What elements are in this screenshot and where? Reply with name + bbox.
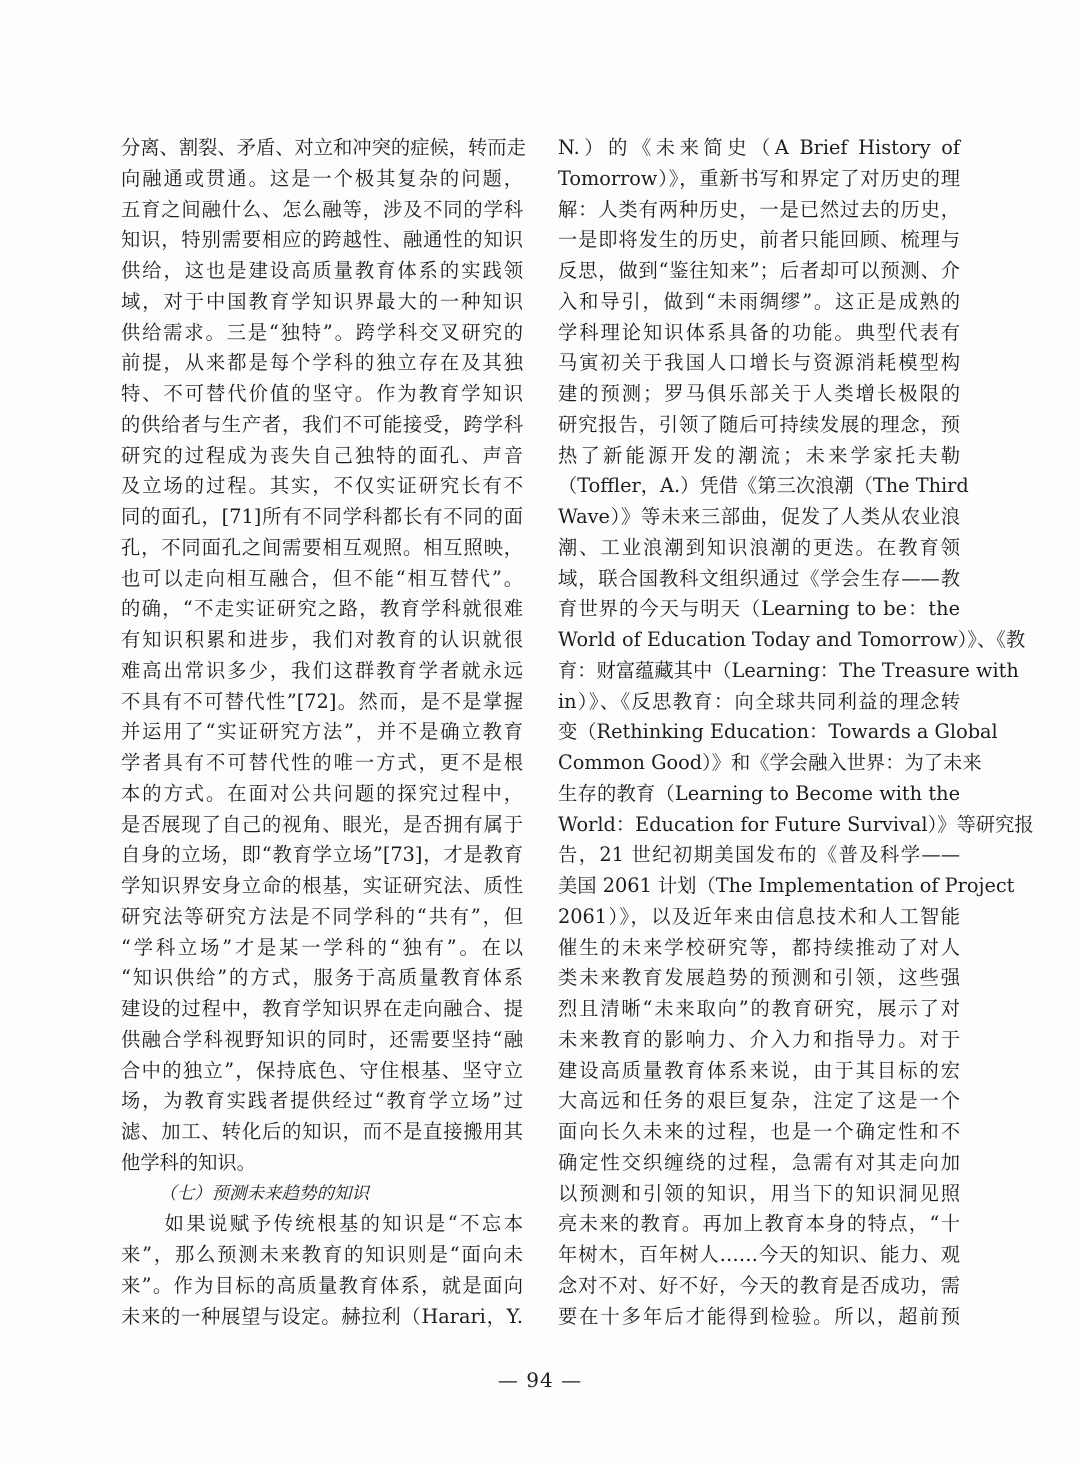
text-line: in）》、《反思教育：向全球共同利益的理念转 bbox=[558, 689, 960, 713]
text-line: Common Good）》和《学会融入世界：为了未来 bbox=[558, 751, 982, 774]
text-line: 确定性交织缠绕的过程，急需有对其走向加 bbox=[558, 1150, 960, 1174]
text-line: 反思，做到“鉴往知来”；后者却可以预测、介 bbox=[558, 259, 960, 282]
text-line: 他学科的知识。 bbox=[121, 1150, 256, 1174]
text-line: 自身的立场，即“教育学立场”[73]，才是教育 bbox=[121, 843, 523, 867]
text-line: 分离、割裂、矛盾、对立和冲突的症候，转而走 bbox=[121, 136, 526, 159]
text-line: 域，联合国教科文组织通过《学会生存——教 bbox=[558, 566, 960, 590]
text-line: 告，21 世纪初期美国发布的《普及科学—— bbox=[558, 843, 960, 867]
text-line: 难高出常识多少，我们这群教育学者就永远 bbox=[121, 658, 523, 682]
text-line: 有知识积累和进步，我们对教育的认识就很 bbox=[121, 628, 523, 651]
text-line: World：Education for Future Survival）》等研究报 bbox=[558, 812, 1034, 836]
text-line: 未来的一种展望与设定。赫拉利（Harari，Y. bbox=[121, 1304, 523, 1328]
text-line: 建设的过程中，教育学知识界在走向融合、提 bbox=[121, 997, 523, 1020]
text-line: 及立场的过程。其实，不仅实证研究长有不 bbox=[121, 474, 523, 498]
text-line: 研究的过程成为丧失自己独特的面孔、声音 bbox=[121, 443, 523, 467]
text-line: 念对不对、好不好，今天的教育是否成功，需 bbox=[558, 1273, 960, 1297]
left-text-column bbox=[121, 133, 526, 1332]
page-number: — 94 — bbox=[497, 1368, 583, 1392]
text-line: 孔，不同面孔之间需要相互观照。相互照映， bbox=[121, 535, 523, 559]
text-line: 五育之间融什么、怎么融等，涉及不同的学科 bbox=[121, 197, 523, 221]
right-text-column bbox=[558, 133, 1034, 1332]
text-line: “学科立场”才是某一学科的“独有”。在以 bbox=[121, 935, 523, 959]
text-line: 美国 2061 计划（The Implementation of Project bbox=[558, 874, 1015, 897]
text-line: 以预测和引领的知识，用当下的知识洞见照 bbox=[558, 1181, 960, 1205]
text-line: 来”，那么预测未来教育的知识则是“面向未 bbox=[121, 1243, 523, 1266]
text-line: “知识供给”的方式，服务于高质量教育体系 bbox=[121, 966, 523, 990]
text-line: 建的预测；罗马俱乐部关于人类增长极限的 bbox=[558, 382, 960, 405]
text-line: 同的面孔，[71]所有不同学科都长有不同的面 bbox=[121, 505, 523, 528]
text-line: 知识，特别需要相应的跨越性、融通性的知识 bbox=[121, 228, 523, 252]
text-line: 大高远和任务的艰巨复杂，注定了这是一个 bbox=[558, 1089, 960, 1113]
text-line: 催生的未来学校研究等，都持续推动了对人 bbox=[558, 935, 960, 959]
text-line: 建设高质量教育体系来说，由于其目标的宏 bbox=[558, 1058, 960, 1082]
text-line: 是否展现了自己的视角、眼光，是否拥有属于 bbox=[121, 812, 523, 836]
text-line: 面向长久未来的过程，也是一个确定性和不 bbox=[558, 1120, 960, 1143]
text-line: 类未来教育发展趋势的预测和引领，这些强 bbox=[558, 966, 960, 990]
text-line: 场，为教育实践者提供经过“教育学立场”过 bbox=[121, 1089, 523, 1113]
text-line: 年树木，百年树人……今天的知识、能力、观 bbox=[558, 1243, 960, 1266]
text-line: World of Education Today and Tomorrow）》、《教 bbox=[558, 628, 1026, 651]
text-line: 前提，从来都是每个学科的独立存在及其独 bbox=[121, 351, 523, 375]
text-line: 供融合学科视野知识的同时，还需要坚持“融 bbox=[121, 1027, 523, 1051]
text-line: 烈且清晰“未来取向”的教育研究，展示了对 bbox=[558, 997, 960, 1020]
text-line: 入和导引，做到“未雨绸缪”。这正是成熟的 bbox=[558, 289, 960, 313]
text-line: 变（Rethinking Education：Towards a Global bbox=[558, 720, 998, 744]
text-line: Tomorrow）》，重新书写和界定了对历史的理 bbox=[558, 166, 960, 190]
text-line: 学科理论知识体系具备的功能。典型代表有 bbox=[558, 320, 960, 344]
text-line: 合中的独立”，保持底色、守住根基、坚守立 bbox=[121, 1058, 523, 1082]
text-line: 学知识界安身立命的根基，实证研究法、质性 bbox=[121, 874, 523, 897]
text-line: 向融通或贯通。这是一个极其复杂的问题， bbox=[121, 166, 523, 190]
text-line: 域，对于中国教育学知识界最大的一种知识 bbox=[121, 289, 523, 313]
text-line: 研究法等研究方法是不同学科的“共有”，但 bbox=[121, 904, 523, 928]
text-line: （Toffler，A.）凭借《第三次浪潮（The Third bbox=[558, 474, 969, 498]
text-line: 学者具有不可替代性的唯一方式，更不是根 bbox=[121, 751, 523, 774]
text-line: 马寅初关于我国人口增长与资源消耗模型构 bbox=[558, 351, 960, 375]
text-line: 本的方式。在面对公共问题的探究过程中， bbox=[121, 781, 523, 805]
text-line: 如果说赋予传统根基的知识是“不忘本 bbox=[121, 1212, 523, 1236]
text-line: N.）的《未来简史（A Brief History of bbox=[558, 136, 960, 159]
text-line: 要在十多年后才能得到检验。所以，超前预 bbox=[558, 1304, 960, 1328]
text-line: 解：人类有两种历史，一是已然过去的历史， bbox=[558, 197, 960, 221]
text-line: 也可以走向相互融合，但不能“相互替代”。 bbox=[121, 566, 523, 590]
text-line: 育：财富蕴藏其中（Learning：The Treasure with bbox=[558, 658, 1019, 682]
text-line: 未来教育的影响力、介入力和指导力。对于 bbox=[558, 1027, 960, 1051]
text-line: 热了新能源开发的潮流；未来学家托夫勒 bbox=[558, 443, 960, 467]
text-line: 供给，这也是建设高质量教育体系的实践领 bbox=[121, 259, 523, 282]
text-line: 的确，“不走实证研究之路，教育学科就很难 bbox=[121, 597, 523, 621]
text-line: 供给需求。三是“独特”。跨学科交叉研究的 bbox=[121, 320, 523, 344]
text-line: 滤、加工、转化后的知识，而不是直接搬用其 bbox=[121, 1120, 523, 1143]
text-line: Wave）》等未来三部曲，促发了人类从农业浪 bbox=[558, 505, 960, 528]
text-line: 一是即将发生的历史，前者只能回顾、梳理与 bbox=[558, 228, 960, 252]
text-line: 生存的教育（Learning to Become with the bbox=[558, 781, 960, 805]
text-line: 特、不可替代价值的坚守。作为教育学知识 bbox=[121, 382, 523, 405]
section-heading: （七）预测未来趋势的知识 bbox=[159, 1183, 369, 1204]
text-line: 并运用了“实证研究方法”，并不是确立教育 bbox=[121, 720, 523, 744]
text-line: 2061）》，以及近年来由信息技术和人工智能 bbox=[558, 904, 960, 928]
text-line: 不具有不可替代性”[72]。然而，是不是掌握 bbox=[121, 689, 523, 713]
text-line: 来”。作为目标的高质量教育体系，就是面向 bbox=[121, 1273, 523, 1297]
text-line: 育世界的今天与明天（Learning to be：the bbox=[558, 597, 960, 621]
text-line: 的供给者与生产者，我们不可能接受，跨学科 bbox=[121, 412, 523, 436]
text-line: 亮未来的教育。再加上教育本身的特点，“十 bbox=[558, 1212, 960, 1236]
text-line: 潮、工业浪潮到知识浪潮的更迭。在教育领 bbox=[558, 535, 960, 559]
text-line: 研究报告，引领了随后可持续发展的理念，预 bbox=[558, 412, 960, 436]
